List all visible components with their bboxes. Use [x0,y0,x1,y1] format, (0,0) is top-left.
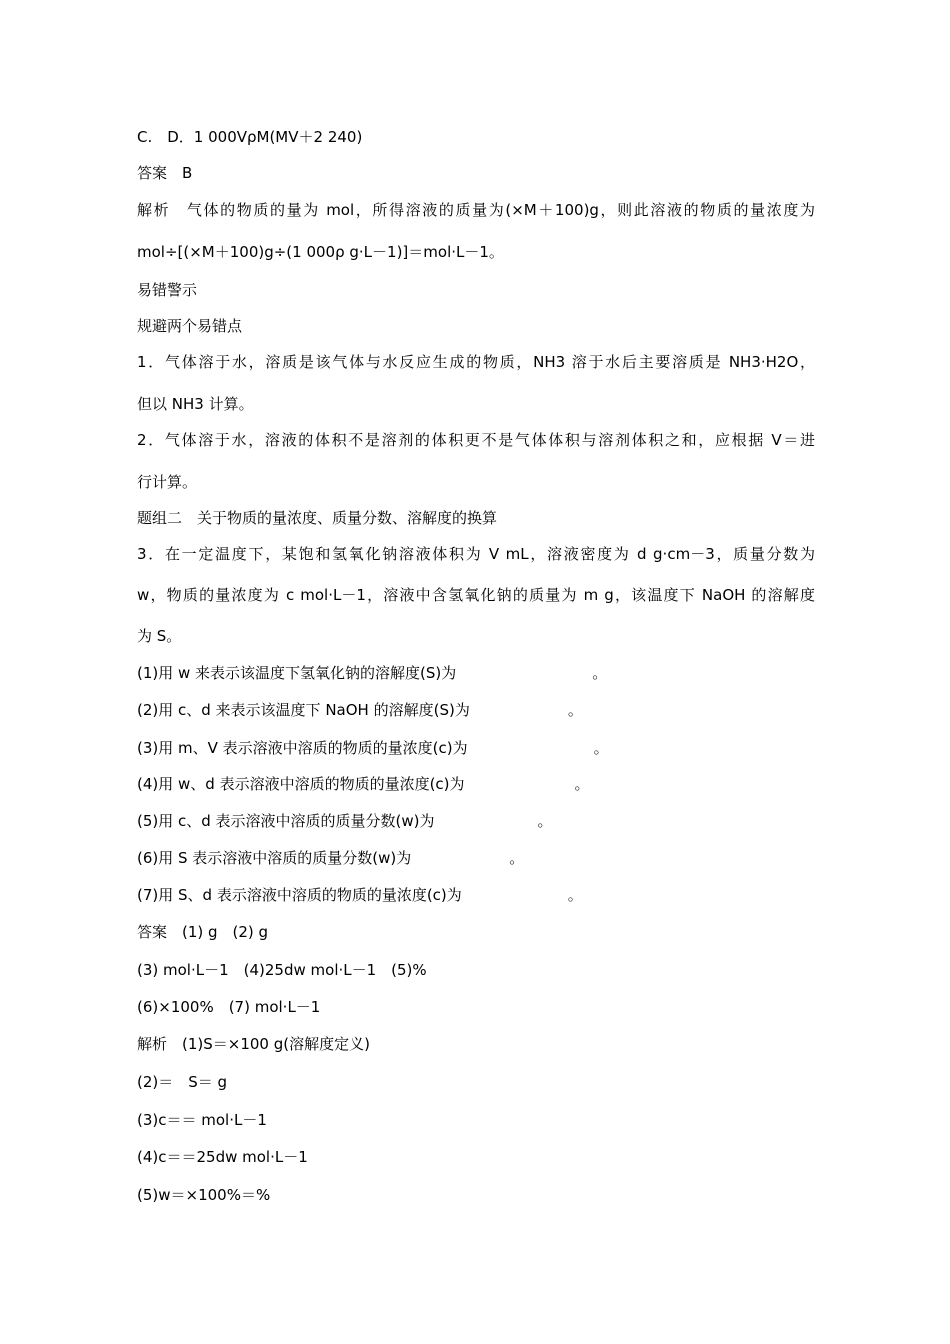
option-line-c-d: C. D．1 000VρM(MV＋2 240) [137,128,363,146]
sub-question-text: (7)用 S、d 表示溶液中溶质的物质的量浓度(c)为 [137,886,462,904]
question-3-line-1: 3．在一定温度下，某饱和氢氧化钠溶液体积为 V mL，溶液密度为 d g·cm－3，质量分数为 [137,545,815,563]
sub-question-text: (2)用 c、d 来表示该温度下 NaOH 的溶解度(S)为 [137,701,470,719]
analysis-line-1: 解析 气体的物质的量为 mol，所得溶液的质量为(×M＋100)g，则此溶液的物质的量浓度为 [137,201,815,219]
sub-question-7 [137,885,583,905]
sub-question-text: (4)用 w、d 表示溶液中溶质的物质的量浓度(c)为 [137,775,465,793]
point-1-line-1: 1．气体溶于水，溶质是该气体与水反应生成的物质，NH3 溶于水后主要溶质是 NH3·H2O， [137,353,815,371]
warning-heading: 易错警示 [137,281,198,299]
answer-line-2: (3) mol·L－1 (4)25dw mol·L－1 (5)% [137,961,427,979]
analysis-line-2: mol÷[(×M＋100)g÷(1 000ρ g·L－1)]＝mol·L－1。 [137,243,504,261]
sub-question-3 [137,738,609,758]
point-2-line-2: 行计算。 [137,473,198,491]
period-mark: 。 [567,701,583,719]
explanation-line-5: (5)w＝×100%＝% [137,1186,271,1204]
question-3-line-3: 为 S。 [137,627,182,645]
explanation-line-3: (3)c＝＝ mol·L－1 [137,1111,267,1129]
period-mark: 。 [567,886,583,904]
point-2-line-1: 2．气体溶于水，溶液的体积不是溶剂的体积更不是气体体积与溶剂体积之和，应根据 V＝进 [137,431,815,449]
sub-question-text: (1)用 w 来表示该温度下氢氧化钠的溶解度(S)为 [137,664,457,682]
period-mark: 。 [593,739,609,757]
period-mark: 。 [509,849,525,867]
period-mark: 。 [592,664,608,682]
sub-question-text: (5)用 c、d 表示溶液中溶质的质量分数(w)为 [137,812,435,830]
period-mark: 。 [574,775,590,793]
sub-question-text: (3)用 m、V 表示溶液中溶质的物质的量浓度(c)为 [137,739,468,757]
explanation-line-1: 解析 (1)S＝×100 g(溶解度定义) [137,1035,370,1053]
group-heading: 题组二 关于物质的量浓度、质量分数、溶解度的换算 [137,509,498,527]
sub-question-2 [137,700,583,720]
answer-line-3: (6)×100% (7) mol·L－1 [137,998,321,1016]
answer-line: 答案 B [137,164,193,182]
answer-line-1: 答案 (1) g (2) g [137,923,269,941]
explanation-line-4: (4)c＝＝25dw mol·L－1 [137,1148,308,1166]
period-mark: 。 [537,812,553,830]
sub-question-1 [137,663,607,683]
warning-subheading: 规避两个易错点 [137,317,243,335]
question-3-line-2: w，物质的量浓度为 c mol·L－1，溶液中含氢氧化钠的质量为 m g，该温度下 NaOH 的溶解度 [137,586,815,604]
sub-question-4 [137,774,590,794]
point-1-line-2: 但以 NH3 计算。 [137,395,254,413]
sub-question-5 [137,811,553,831]
sub-question-6 [137,848,524,868]
explanation-line-2: (2)＝ S＝ g [137,1073,228,1091]
sub-question-text: (6)用 S 表示溶液中溶质的质量分数(w)为 [137,849,412,867]
